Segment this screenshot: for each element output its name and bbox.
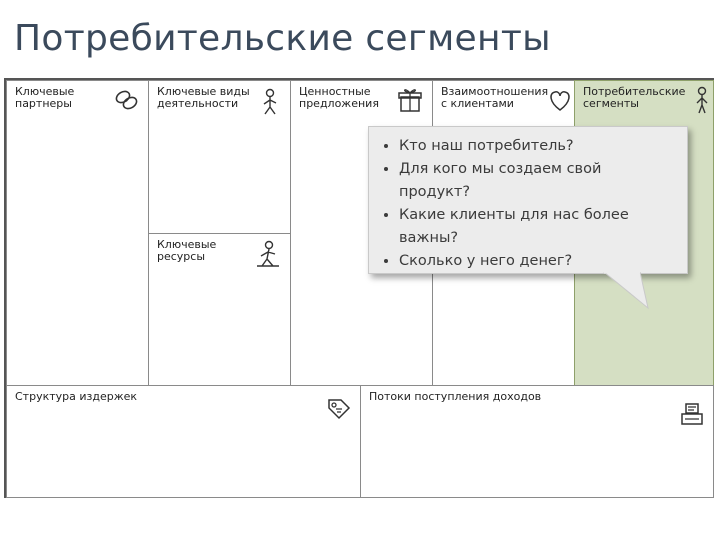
cell-cost-structure — [6, 385, 361, 498]
worker-figure-icon — [253, 240, 283, 270]
worker-figure-icon — [255, 87, 285, 117]
cell-revenue-streams — [360, 385, 714, 498]
question-item: • Какие клиенты для нас более важны? — [399, 204, 677, 250]
questions-list — [369, 127, 687, 273]
cash-register-icon — [677, 398, 707, 428]
callout-tail — [600, 272, 660, 312]
cell-key-activities — [148, 80, 291, 234]
cell-label-customer-relationships: Взаимоотношения с клиентами — [441, 85, 549, 110]
chain-link-icon — [111, 85, 141, 115]
heart-icon — [545, 85, 575, 115]
gift-box-icon — [395, 85, 425, 115]
cell-label-key-activities: Ключевые виды деятельности — [157, 85, 250, 110]
cell-label-key-partners: Ключевые партнеры — [15, 85, 75, 110]
cell-key-resources — [148, 233, 291, 386]
person-icon — [687, 85, 717, 115]
cell-label-key-resources: Ключевые ресурсы — [157, 238, 217, 263]
question-item: • Кто наш потребитель? — [399, 135, 677, 158]
question-item: • Сколько у него денег? — [399, 250, 677, 273]
callout-questions — [368, 126, 688, 274]
price-tag-icon — [323, 392, 353, 422]
cell-label-value-propositions: Ценностные предложения — [299, 85, 379, 110]
cell-label-cost-structure: Структура издержек — [15, 390, 138, 403]
cell-label-customer-segments: Потребительские сегменты — [583, 85, 686, 110]
cell-key-partners — [6, 80, 149, 386]
slide-title: Потребительские сегменты — [14, 18, 551, 59]
question-item: • Для кого мы создаем свой продукт? — [399, 158, 677, 204]
cell-label-revenue-streams: Потоки поступления доходов — [369, 390, 542, 403]
